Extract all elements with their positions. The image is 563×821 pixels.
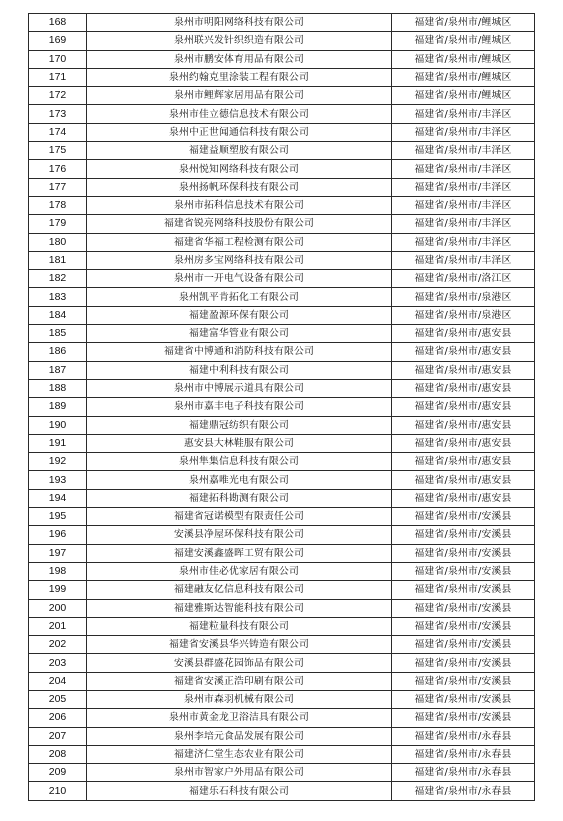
- table-row: [29, 68, 535, 86]
- table-row: [29, 251, 535, 269]
- region-cell: 福建省/泉州市/鲤城区: [392, 68, 535, 86]
- region-cell: 福建省/泉州市/惠安县: [392, 325, 535, 343]
- company-name: 泉州市一开电气设备有限公司: [87, 270, 392, 288]
- region-cell: 福建省/泉州市/丰泽区: [392, 233, 535, 251]
- region-cell: 福建省/泉州市/丰泽区: [392, 105, 535, 123]
- region-cell: 福建省/泉州市/永春县: [392, 764, 535, 782]
- row-number: 182: [29, 270, 87, 288]
- table-row: [29, 672, 535, 690]
- row-number: 194: [29, 489, 87, 507]
- row-number: 207: [29, 727, 87, 745]
- region-cell: 福建省/泉州市/惠安县: [392, 343, 535, 361]
- region-cell: 福建省/泉州市/丰泽区: [392, 123, 535, 141]
- company-name: 福建富华管业有限公司: [87, 325, 392, 343]
- row-number: 206: [29, 709, 87, 727]
- row-number: 195: [29, 508, 87, 526]
- table-row: [29, 178, 535, 196]
- row-number: 205: [29, 690, 87, 708]
- region-cell: 福建省/泉州市/安溪县: [392, 690, 535, 708]
- region-cell: 福建省/泉州市/洛江区: [392, 270, 535, 288]
- table-row: [29, 398, 535, 416]
- row-number: 179: [29, 215, 87, 233]
- row-number: 188: [29, 379, 87, 397]
- table-row: [29, 453, 535, 471]
- company-name: 福建益顺塑胶有限公司: [87, 142, 392, 160]
- region-cell: 福建省/泉州市/安溪县: [392, 544, 535, 562]
- table-row: [29, 709, 535, 727]
- table-row: [29, 325, 535, 343]
- region-cell: 福建省/泉州市/安溪县: [392, 636, 535, 654]
- row-number: 187: [29, 361, 87, 379]
- region-cell: 福建省/泉州市/安溪县: [392, 672, 535, 690]
- company-name: 泉州扬帆环保科技有限公司: [87, 178, 392, 196]
- row-number: 199: [29, 581, 87, 599]
- row-number: 198: [29, 562, 87, 580]
- company-name: 泉州市鹏安体育用品有限公司: [87, 50, 392, 68]
- region-cell: 福建省/泉州市/惠安县: [392, 489, 535, 507]
- company-name: 福建省华福工程检测有限公司: [87, 233, 392, 251]
- region-cell: 福建省/泉州市/鲤城区: [392, 14, 535, 32]
- region-cell: 福建省/泉州市/安溪县: [392, 526, 535, 544]
- row-number: 177: [29, 178, 87, 196]
- table-row: [29, 562, 535, 580]
- row-number: 169: [29, 32, 87, 50]
- region-cell: 福建省/泉州市/泉港区: [392, 306, 535, 324]
- company-name: 泉州市黄金龙卫浴洁具有限公司: [87, 709, 392, 727]
- region-cell: 福建省/泉州市/惠安县: [392, 398, 535, 416]
- table-row: [29, 690, 535, 708]
- row-number: 180: [29, 233, 87, 251]
- table-row: [29, 233, 535, 251]
- region-cell: 福建省/泉州市/惠安县: [392, 379, 535, 397]
- region-cell: 福建省/泉州市/丰泽区: [392, 196, 535, 214]
- row-number: 209: [29, 764, 87, 782]
- table-row: [29, 764, 535, 782]
- table-row: [29, 32, 535, 50]
- row-number: 186: [29, 343, 87, 361]
- row-number: 170: [29, 50, 87, 68]
- company-name: 福建雅斯达智能科技有限公司: [87, 599, 392, 617]
- region-cell: 福建省/泉州市/安溪县: [392, 709, 535, 727]
- region-cell: 福建省/泉州市/安溪县: [392, 599, 535, 617]
- company-name: 福建省冠诺模型有限责任公司: [87, 508, 392, 526]
- company-name: 福建省安溪正浩印刷有限公司: [87, 672, 392, 690]
- company-list-body: [29, 14, 535, 801]
- region-cell: 福建省/泉州市/安溪县: [392, 508, 535, 526]
- region-cell: 福建省/泉州市/丰泽区: [392, 178, 535, 196]
- row-number: 189: [29, 398, 87, 416]
- table-row: [29, 196, 535, 214]
- company-name: 福建安溪鑫盛晖工贸有限公司: [87, 544, 392, 562]
- company-name: 泉州市嘉丰电子科技有限公司: [87, 398, 392, 416]
- table-row: [29, 105, 535, 123]
- table-row: [29, 306, 535, 324]
- region-cell: 福建省/泉州市/惠安县: [392, 416, 535, 434]
- row-number: 176: [29, 160, 87, 178]
- row-number: 210: [29, 782, 87, 800]
- row-number: 175: [29, 142, 87, 160]
- table-row: [29, 343, 535, 361]
- row-number: 181: [29, 251, 87, 269]
- company-name: 泉州隼集信息科技有限公司: [87, 453, 392, 471]
- company-name: 福建拓科勘测有限公司: [87, 489, 392, 507]
- table-row: [29, 361, 535, 379]
- company-name: 福建融友亿信息科技有限公司: [87, 581, 392, 599]
- region-cell: 福建省/泉州市/惠安县: [392, 361, 535, 379]
- company-name: 福建鼎冠纺织有限公司: [87, 416, 392, 434]
- region-cell: 福建省/泉州市/永春县: [392, 782, 535, 800]
- table-row: [29, 416, 535, 434]
- table-row: [29, 727, 535, 745]
- table-row: [29, 636, 535, 654]
- row-number: 193: [29, 471, 87, 489]
- row-number: 197: [29, 544, 87, 562]
- region-cell: 福建省/泉州市/鲤城区: [392, 87, 535, 105]
- region-cell: 福建省/泉州市/丰泽区: [392, 160, 535, 178]
- table-row: [29, 123, 535, 141]
- company-name: 泉州市明阳网络科技有限公司: [87, 14, 392, 32]
- region-cell: 福建省/泉州市/泉港区: [392, 288, 535, 306]
- row-number: 191: [29, 434, 87, 452]
- table-row: [29, 50, 535, 68]
- table-row: [29, 526, 535, 544]
- row-number: 208: [29, 745, 87, 763]
- region-cell: 福建省/泉州市/永春县: [392, 727, 535, 745]
- company-name: 泉州嘉唯光电有限公司: [87, 471, 392, 489]
- row-number: 183: [29, 288, 87, 306]
- table-row: [29, 379, 535, 397]
- company-name: 泉州凯平肯拓化工有限公司: [87, 288, 392, 306]
- row-number: 202: [29, 636, 87, 654]
- region-cell: 福建省/泉州市/惠安县: [392, 453, 535, 471]
- company-name: 泉州房多宝网络科技有限公司: [87, 251, 392, 269]
- region-cell: 福建省/泉州市/安溪县: [392, 617, 535, 635]
- row-number: 174: [29, 123, 87, 141]
- row-number: 196: [29, 526, 87, 544]
- company-name: 泉州联兴发针织织造有限公司: [87, 32, 392, 50]
- company-name: 惠安县大林鞋服有限公司: [87, 434, 392, 452]
- table-row: [29, 617, 535, 635]
- company-name: 福建省中博通和消防科技有限公司: [87, 343, 392, 361]
- region-cell: 福建省/泉州市/丰泽区: [392, 215, 535, 233]
- region-cell: 福建省/泉州市/永春县: [392, 745, 535, 763]
- company-name: 泉州约翰克里涂装工程有限公司: [87, 68, 392, 86]
- row-number: 168: [29, 14, 87, 32]
- row-number: 204: [29, 672, 87, 690]
- company-name: 泉州市森羽机械有限公司: [87, 690, 392, 708]
- row-number: 200: [29, 599, 87, 617]
- region-cell: 福建省/泉州市/鲤城区: [392, 32, 535, 50]
- table-row: [29, 160, 535, 178]
- region-cell: 福建省/泉州市/安溪县: [392, 562, 535, 580]
- company-name: 泉州市佳必优家居有限公司: [87, 562, 392, 580]
- row-number: 172: [29, 87, 87, 105]
- company-name: 安溪县群盛花园饰品有限公司: [87, 654, 392, 672]
- company-name: 福建粒量科技有限公司: [87, 617, 392, 635]
- company-name: 泉州市智家户外用品有限公司: [87, 764, 392, 782]
- company-name: 福建省锐亮网络科技股份有限公司: [87, 215, 392, 233]
- region-cell: 福建省/泉州市/惠安县: [392, 434, 535, 452]
- company-name: 福建济仁堂生态农业有限公司: [87, 745, 392, 763]
- company-name: 福建中利科技有限公司: [87, 361, 392, 379]
- table-row: [29, 782, 535, 800]
- table-row: [29, 745, 535, 763]
- company-name: 泉州市拓科信息技术有限公司: [87, 196, 392, 214]
- table-row: [29, 14, 535, 32]
- table-row: [29, 87, 535, 105]
- table-row: [29, 489, 535, 507]
- row-number: 185: [29, 325, 87, 343]
- region-cell: 福建省/泉州市/丰泽区: [392, 142, 535, 160]
- region-cell: 福建省/泉州市/安溪县: [392, 654, 535, 672]
- region-cell: 福建省/泉州市/鲤城区: [392, 50, 535, 68]
- company-list-table: [28, 13, 535, 801]
- company-name: 福建盈源环保有限公司: [87, 306, 392, 324]
- table-row: [29, 471, 535, 489]
- table-row: [29, 270, 535, 288]
- table-row: [29, 142, 535, 160]
- company-name: 泉州市佳立德信息技术有限公司: [87, 105, 392, 123]
- company-name: 福建乐石科技有限公司: [87, 782, 392, 800]
- company-name: 泉州市中博展示道具有限公司: [87, 379, 392, 397]
- company-name: 安溪县净屋环保科技有限公司: [87, 526, 392, 544]
- company-name: 福建省安溪县华兴铸造有限公司: [87, 636, 392, 654]
- company-name: 泉州中正世闻通信科技有限公司: [87, 123, 392, 141]
- row-number: 184: [29, 306, 87, 324]
- row-number: 192: [29, 453, 87, 471]
- table-row: [29, 288, 535, 306]
- table-row: [29, 508, 535, 526]
- table-row: [29, 215, 535, 233]
- table-row: [29, 434, 535, 452]
- company-name: 泉州悦知网络科技有限公司: [87, 160, 392, 178]
- region-cell: 福建省/泉州市/安溪县: [392, 581, 535, 599]
- row-number: 178: [29, 196, 87, 214]
- row-number: 201: [29, 617, 87, 635]
- region-cell: 福建省/泉州市/惠安县: [392, 471, 535, 489]
- company-name: 泉州市鲤辉家居用品有限公司: [87, 87, 392, 105]
- table-row: [29, 544, 535, 562]
- table-row: [29, 581, 535, 599]
- row-number: 203: [29, 654, 87, 672]
- company-name: 泉州李培元食品发展有限公司: [87, 727, 392, 745]
- row-number: 173: [29, 105, 87, 123]
- row-number: 171: [29, 68, 87, 86]
- table-row: [29, 599, 535, 617]
- table-row: [29, 654, 535, 672]
- row-number: 190: [29, 416, 87, 434]
- region-cell: 福建省/泉州市/丰泽区: [392, 251, 535, 269]
